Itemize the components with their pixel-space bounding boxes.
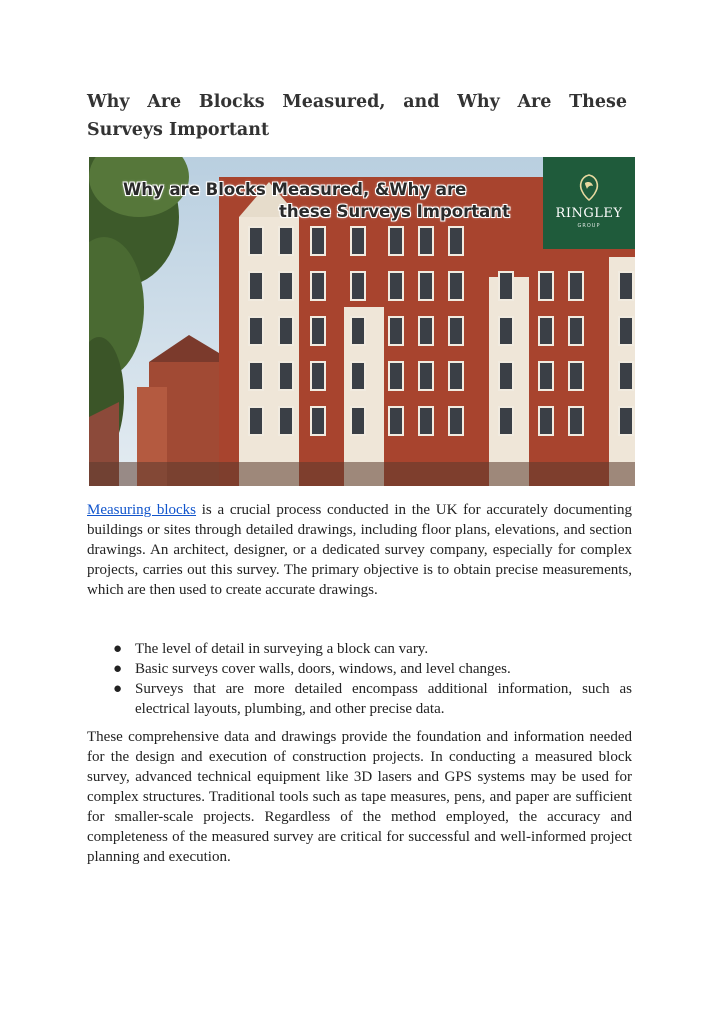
bullet-icon: ● [113, 641, 123, 657]
hero-caption-line-2: these Surveys Important [279, 202, 510, 221]
crest-icon [576, 173, 602, 203]
window [389, 317, 403, 345]
window [499, 317, 513, 345]
window [449, 362, 463, 390]
window [389, 407, 403, 435]
list-item [87, 639, 632, 659]
window [351, 227, 365, 255]
list-item [87, 659, 632, 679]
window [389, 362, 403, 390]
window [249, 227, 263, 255]
window [449, 407, 463, 435]
window [569, 362, 583, 390]
window [351, 272, 365, 300]
window [419, 227, 433, 255]
window [569, 317, 583, 345]
window [499, 362, 513, 390]
list-item [87, 679, 632, 719]
window [419, 317, 433, 345]
window [279, 362, 293, 390]
window [569, 272, 583, 300]
window [311, 227, 325, 255]
window [249, 272, 263, 300]
measuring-blocks-link[interactable]: Measuring blocks [87, 502, 197, 518]
window [279, 272, 293, 300]
window [419, 362, 433, 390]
window [499, 272, 513, 300]
window [619, 407, 633, 435]
closing-paragraph: These comprehensive data and drawings provide the foundation and information needed for the design and execution of construction projects. In conducting a measured block survey, advanced technical equipment like 3D lasers and GPS systems may be used for complex structures. Traditional tools such as tape measures, pens, and paper are sufficient for smaller-scale projects. Regardless of the method employed, the accuracy and completeness of the measured survey are critical for successful and well-informed project planning and execution. [87, 729, 632, 865]
logo-text: RINGLEY [555, 206, 623, 221]
ringley-logo [543, 157, 635, 249]
window [249, 407, 263, 435]
window [249, 317, 263, 345]
window [539, 272, 553, 300]
window [449, 272, 463, 300]
window [351, 407, 365, 435]
window [419, 407, 433, 435]
intro-paragraph [87, 500, 632, 600]
hero-caption [89, 179, 519, 223]
window [311, 362, 325, 390]
window [569, 407, 583, 435]
window [351, 362, 365, 390]
list-item-text: Basic surveys cover walls, doors, windows, and level changes. [135, 661, 511, 677]
bullet-icon: ● [113, 681, 123, 697]
intro-text: is a crucial process conducted in the UK for accurately documenting buildings or sites through detailed drawings, including floor plans, elevations, and section drawings. An architect, designer, or a dedicated survey company, especially for complex projects, carries out this survey. The primary objective is to obtain precise measurements, which are then used to create accurate drawings. [87, 502, 632, 598]
window [449, 317, 463, 345]
bullet-icon: ● [113, 661, 123, 677]
window [279, 227, 293, 255]
window [619, 317, 633, 345]
window [249, 362, 263, 390]
list-item-text: The level of detail in surveying a block can vary. [135, 641, 429, 657]
window [311, 317, 325, 345]
window [499, 407, 513, 435]
hero-image [89, 157, 635, 486]
window [389, 272, 403, 300]
window [539, 317, 553, 345]
window [389, 227, 403, 255]
list-item-text: Surveys that are more detailed encompass additional information, such as electrical layouts, plumbing, and other precise data. [135, 681, 632, 717]
window [619, 362, 633, 390]
hero-caption-line-1: Why are Blocks Measured, &Why are [123, 180, 467, 199]
logo-subtext: GROUP [577, 223, 601, 229]
window [449, 227, 463, 255]
window [419, 272, 433, 300]
window [619, 272, 633, 300]
window [279, 407, 293, 435]
window [311, 272, 325, 300]
window [279, 317, 293, 345]
window [311, 407, 325, 435]
bullet-list [87, 639, 632, 719]
page-title: Why Are Blocks Measured, and Why Are These Surveys Important [87, 92, 627, 140]
window [539, 407, 553, 435]
window [539, 362, 553, 390]
window [351, 317, 365, 345]
